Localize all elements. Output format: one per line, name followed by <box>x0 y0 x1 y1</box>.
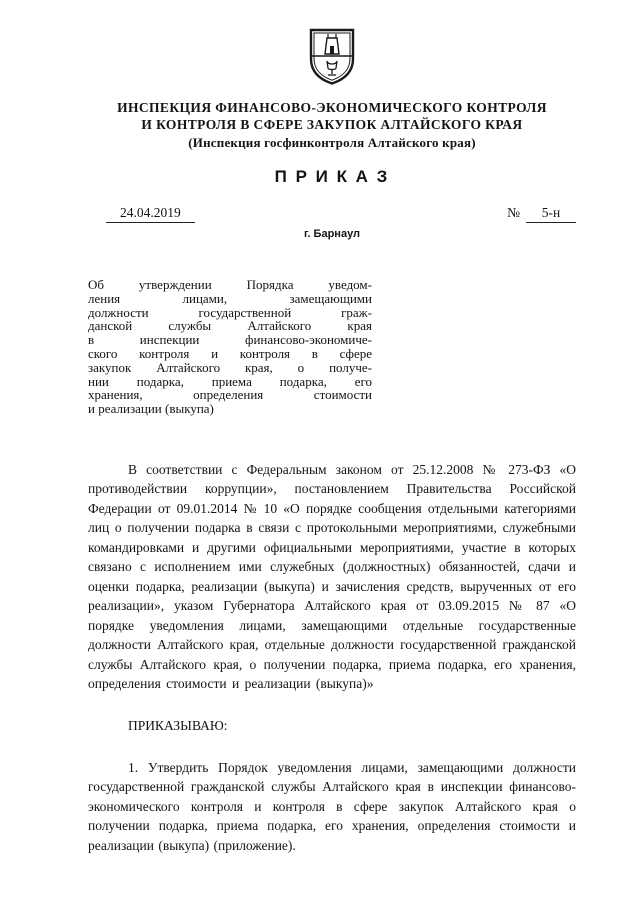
order-keyword: ПРИКАЗЫВАЮ: <box>128 717 228 733</box>
number-sign: № <box>507 205 520 220</box>
subject-line: должности государственной граж- <box>88 304 372 320</box>
document-number: 5-н <box>526 205 576 223</box>
subject-line: данской службы Алтайского края <box>88 318 372 334</box>
organization-name <box>88 99 576 151</box>
coat-of-arms-icon <box>306 73 358 90</box>
emblem-container <box>88 26 576 91</box>
org-name-line3: (Инспекция госфинконтроля Алтайского края) <box>188 135 476 150</box>
org-name-line2: И КОНТРОЛЯ В СФЕРЕ ЗАКУПОК АЛТАЙСКОГО КРАЯ <box>141 117 523 132</box>
subject-line: ского контроля и контроля в сфере <box>88 345 372 361</box>
subject-line: хранения, определения стоимости <box>88 387 372 403</box>
subject-line: нии подарка, приема подарка, его <box>88 373 372 389</box>
subject-line: Об утверждении Порядка уведом- <box>88 277 372 292</box>
org-name-line1: ИНСПЕКЦИЯ ФИНАНСОВО-ЭКОНОМИЧЕСКОГО КОНТРОЛЯ <box>117 100 547 115</box>
date-number-row <box>88 205 576 223</box>
subject-block <box>88 278 372 416</box>
document-number-group <box>507 205 576 223</box>
preamble-paragraph: В соответствии с Федеральным законом от 25.12.2008 № 273-ФЗ «О противодействии коррупции», постановлением Правительства Российской Федерации от 09.01.2014 № 10 «О порядке сообщения отдельными категориями лиц о получении подарка в связи с протокольными мероприятиями, служебными командировками и другими официальными мероприятиями, участие в которых связано с исполнением ими служебных (должностных) обязанностей, сдачи и оценки подарка, реализации (выкупа) и зачисления средств, вырученных от его реализации», указом Губернатора Алтайского края от 03.09.2015 № 87 «О порядке уведомления лицами, замещающими отдельные государственные должности Алтайского края, отдельные должности государственной гражданской службы Алтайского края, о получении подарка, приема подарка, его хранения, определения стоимости и реализации (выкупа)» <box>88 461 576 692</box>
document-date: 24.04.2019 <box>106 205 195 223</box>
city-label: г. Барнаул <box>303 228 361 240</box>
order-item-1: 1. Утвердить Порядок уведомления лицами, замещающими должности государственной гражданской службы Алтайского края в инспекции финансово-экономического контроля и контроля в сфере закупок Алтайского края о получении подарка, приема подарка, его хранения, определения стоимости и реализации (выкупа) (приложение). <box>88 759 576 853</box>
subject-line: ления лицами, замещающими <box>88 290 372 306</box>
subject-line: в инспекции финансово-экономиче- <box>88 332 372 348</box>
document-type-title: П Р И К А З <box>274 167 390 186</box>
subject-line: закупок Алтайского края, о получе- <box>88 359 372 375</box>
subject-line: и реализации (выкупа) <box>88 401 214 417</box>
